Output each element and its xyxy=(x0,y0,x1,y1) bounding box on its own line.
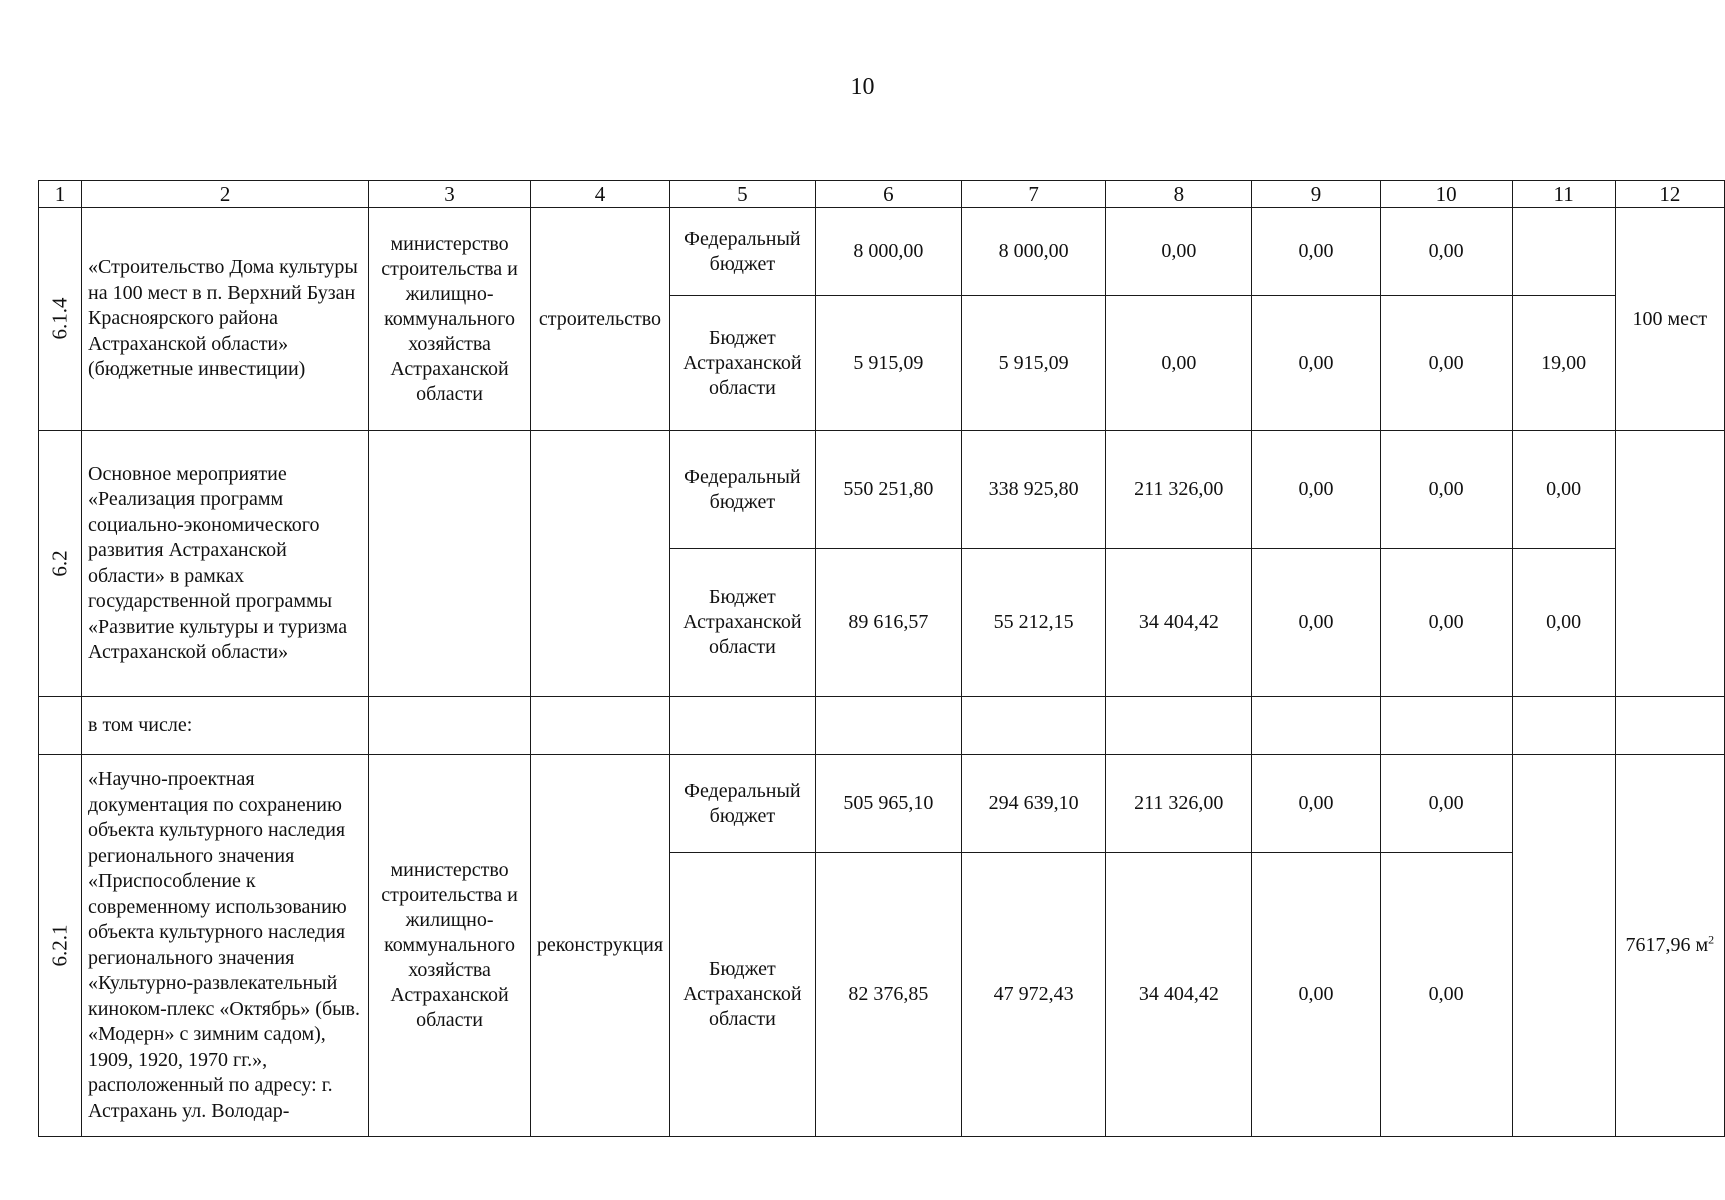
row-code-cell xyxy=(39,755,82,1137)
value-cell: 0,00 xyxy=(1380,208,1512,296)
including-label: в том числе: xyxy=(82,697,369,755)
funding-source: Бюджет Астраханской области xyxy=(670,296,816,431)
empty-cell xyxy=(1106,697,1252,755)
value-cell: 0,00 xyxy=(1252,549,1380,697)
value-cell: 0,00 xyxy=(1252,208,1380,296)
row-code-cell xyxy=(39,431,82,697)
row-code-cell xyxy=(39,208,82,431)
value-cell: 5 915,09 xyxy=(815,296,961,431)
value-cell: 0,00 xyxy=(1252,755,1380,853)
value-cell: 0,00 xyxy=(1252,431,1380,549)
activity-name: «Строительство Дома культуры на 100 мест в п. Верхний Бузан Красноярского района Астраханской области» (бюджетные инвестиции) xyxy=(82,208,369,431)
value-cell: 505 965,10 xyxy=(815,755,961,853)
value-cell: 0,00 xyxy=(1380,431,1512,549)
value-cell: 0,00 xyxy=(1380,755,1512,853)
area-value: 7617,96 м xyxy=(1625,934,1709,956)
value-cell: 34 404,42 xyxy=(1106,549,1252,697)
empty-cell xyxy=(1252,697,1380,755)
empty-cell xyxy=(961,697,1105,755)
column-header: 5 xyxy=(670,181,816,208)
value-cell: 0,00 xyxy=(1380,296,1512,431)
empty-cell xyxy=(670,697,816,755)
value-cell: 8 000,00 xyxy=(815,208,961,296)
value-cell: 47 972,43 xyxy=(961,853,1105,1137)
value-cell: 19,00 xyxy=(1512,296,1615,431)
column-header: 6 xyxy=(815,181,961,208)
page-number: 10 xyxy=(850,74,875,100)
funding-source: Федеральный бюджет xyxy=(670,208,816,296)
result-indicator xyxy=(1615,755,1724,1137)
column-header: 3 xyxy=(369,181,531,208)
empty-cell xyxy=(1615,697,1724,755)
work-type-cell: строительство xyxy=(530,208,669,431)
row-code: 6.1.4 xyxy=(47,297,72,340)
work-type-cell: реконструкция xyxy=(530,755,669,1137)
value-cell: 211 326,00 xyxy=(1106,755,1252,853)
column-header: 4 xyxy=(530,181,669,208)
value-cell xyxy=(1512,755,1615,1137)
activity-name: «Научно-проектная документация по сохранению объекта культурного наследия регионального значения «Приспособление к современному использованию объекта культурного наследия регионального значения «Культурно-развлекательный киноком-плекс «Октябрь» (быв. «Модерн» с зимним садом), 1909, 1920, 1970 гг.», расположенный по адресу: г. Астрахань ул. Володар- xyxy=(82,755,369,1137)
column-header: 1 xyxy=(39,181,82,208)
column-header: 12 xyxy=(1615,181,1724,208)
column-header: 8 xyxy=(1106,181,1252,208)
value-cell: 89 616,57 xyxy=(815,549,961,697)
column-header: 11 xyxy=(1512,181,1615,208)
funding-source: Бюджет Астраханской области xyxy=(670,853,816,1137)
result-indicator xyxy=(1615,431,1724,697)
value-cell: 0,00 xyxy=(1252,296,1380,431)
program-table xyxy=(38,180,1725,1137)
value-cell: 0,00 xyxy=(1380,853,1512,1137)
empty-cell xyxy=(1512,697,1615,755)
value-cell: 55 212,15 xyxy=(961,549,1105,697)
value-cell: 8 000,00 xyxy=(961,208,1105,296)
value-cell: 211 326,00 xyxy=(1106,431,1252,549)
area-unit-superscript: 2 xyxy=(1708,932,1715,947)
executor-cell: министерство строительства и жилищно-коммунального хозяйства Астраханской области xyxy=(369,755,531,1137)
funding-source: Федеральный бюджет xyxy=(670,755,816,853)
value-cell: 294 639,10 xyxy=(961,755,1105,853)
empty-cell xyxy=(530,697,669,755)
empty-cell xyxy=(39,697,82,755)
table-row xyxy=(39,208,1725,296)
table-row xyxy=(39,697,1725,755)
value-cell xyxy=(1512,208,1615,296)
executor-cell xyxy=(369,431,531,697)
row-code: 6.2.1 xyxy=(47,924,72,966)
empty-cell xyxy=(1380,697,1512,755)
value-cell: 338 925,80 xyxy=(961,431,1105,549)
empty-cell xyxy=(369,697,531,755)
value-cell: 550 251,80 xyxy=(815,431,961,549)
column-header: 2 xyxy=(82,181,369,208)
value-cell: 34 404,42 xyxy=(1106,853,1252,1137)
table-header-row xyxy=(39,181,1725,208)
table-row xyxy=(39,431,1725,549)
table-row xyxy=(39,755,1725,853)
work-type-cell xyxy=(530,431,669,697)
empty-cell xyxy=(815,697,961,755)
activity-name: Основное мероприятие «Реализация программ социально-экономического развития Астраханской области» в рамках государственной программы «Развитие культуры и туризма Астраханской области» xyxy=(82,431,369,697)
funding-source: Федеральный бюджет xyxy=(670,431,816,549)
value-cell: 5 915,09 xyxy=(961,296,1105,431)
result-indicator: 100 мест xyxy=(1615,208,1724,431)
value-cell: 0,00 xyxy=(1512,549,1615,697)
value-cell: 0,00 xyxy=(1512,431,1615,549)
value-cell: 0,00 xyxy=(1106,208,1252,296)
value-cell: 0,00 xyxy=(1252,853,1380,1137)
executor-cell: министерство строительства и жилищно-коммунального хозяйства Астраханской области xyxy=(369,208,531,431)
value-cell: 0,00 xyxy=(1106,296,1252,431)
column-header: 7 xyxy=(961,181,1105,208)
column-header: 10 xyxy=(1380,181,1512,208)
value-cell: 0,00 xyxy=(1380,549,1512,697)
column-header: 9 xyxy=(1252,181,1380,208)
value-cell: 82 376,85 xyxy=(815,853,961,1137)
row-code: 6.2 xyxy=(47,549,72,577)
funding-source: Бюджет Астраханской области xyxy=(670,549,816,697)
